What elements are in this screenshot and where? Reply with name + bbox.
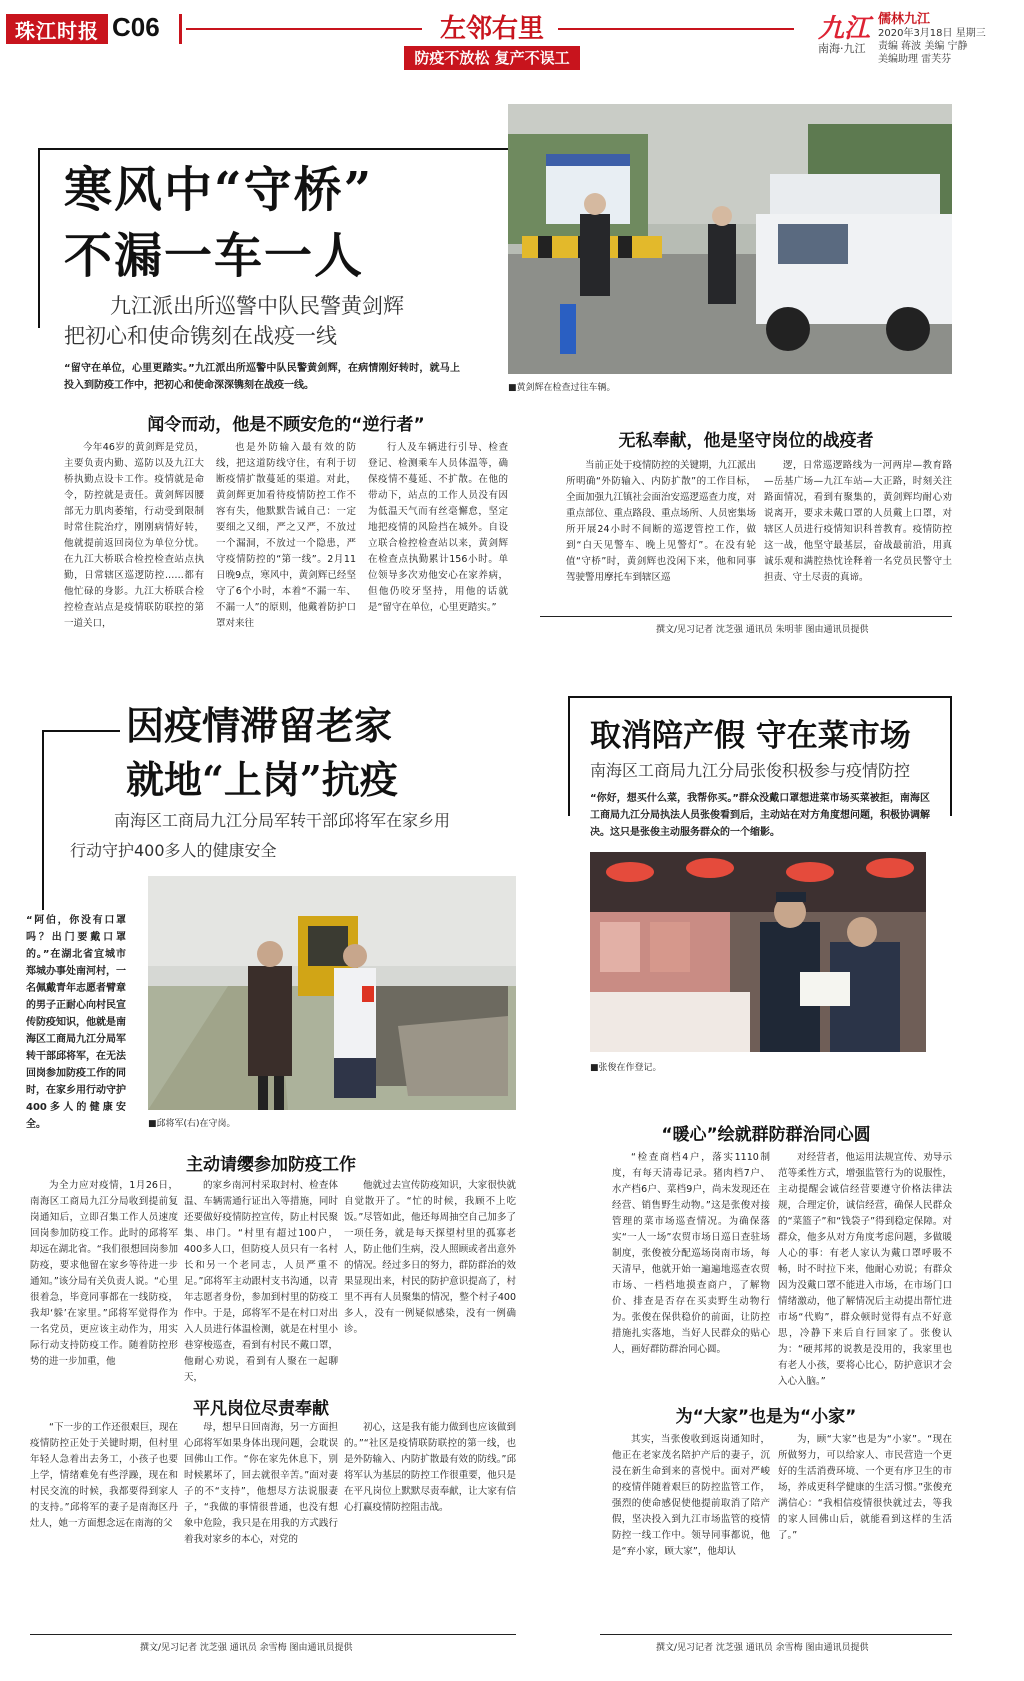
story3-section-heading-b: 为“大家”也是为“小家”	[675, 1407, 857, 1427]
story1-section-heading-a: 闻令而动，他是不顾安危的“逆行者”	[147, 415, 425, 435]
story2-photo	[148, 876, 516, 1110]
story3-lead: “你好，想买什么菜，我帮你买。”群众没戴口罩想进菜市场买菜被拒，南海区工商局九江分局执法人员张俊看到后，主动站在对方角度想问题，积极协调解决。这只是张俊主动服务群众的一个缩影。	[590, 793, 930, 838]
story3-frame-top	[568, 696, 952, 698]
story2-side-lead: “阿伯，你没有口罩吗？出门要戴口罩的。”在湖北省宜城市郑城办事处南河村，一名佩戴青年志愿者臂章的男子正耐心向村民宣传防疫知识，他就是南海区工商局九江分局军转干部邱将军，在无法回岗参加防疫工作的同时，在家乡用行动守护400多人的健康安全。	[26, 915, 126, 1130]
story2-title-line1: 因疫情滞留老家	[126, 703, 393, 748]
story3-title: 取消陪产假 守在菜市场	[590, 718, 911, 754]
story3-column-1: “检查商档4户，落实1110制度，有每天清毒记录。猪肉档7户、水产档6户、菜档9户，尚未发现还在经营、销售野生动物。”这是张俊对接管理的菜市场巡查情况。为确保落实“一人一场”农贸市场日巡日查驻场制度，张俊被分配巡场岗南市场，每天清早，他就开始一遍遍地巡查农贸市场、一档档地摸查商户，了解物价、排查是否存在买卖野生动物行为。张俊在保供稳价的前面，让防控措施扎实落地，当好人民群众的贴心人，画好群防群治同心圆。	[612, 1152, 770, 1355]
story3-column-3: 其实，当张俊收到返岗通知时，他正在老家茂名陪护产后的妻子，沉浸在新生命到来的喜悦中。面对严峻的疫情伴随着艰巨的防控监管工作，强烈的使命感促使他提前取消了陪产假，坚决投入到九江市场监管的疫情防控一线工作中。领导同事都说，他是“弃小家，顾大家”，他却认	[612, 1434, 770, 1557]
story2-column-6: 初心，这是我有能力做到也应该做到的。”“社区是疫情联防联控的第一线，也是外防输入、内防扩散最有效的防线。”邱将军认为基层的防控工作很重要，他只是在平凡岗位上默默尽责奉献，让大家有信心打赢疫情防控阻击战。	[344, 1422, 516, 1513]
market-inspection-image	[590, 852, 926, 1052]
story1-column-1: 今年46岁的黄剑辉是党员，主要负责内勤、巡防以及九江大桥执勤点设卡工作。疫情就是命令，防控就是责任。黄剑辉因腰部无力肌肉萎缩，行动受到限制时常住院治疗，刚刚病情好转，他就提前返回岗位为单位分忧。在九江大桥联合检控检查站点执勤，日常辖区巡逻防控……都有他忙碌的身影。九江大桥联合检控检查站点是疫情联防联控的第一道关口，	[64, 442, 204, 629]
story2-credit-rule	[30, 1634, 516, 1635]
story1-credit-rule	[540, 616, 952, 617]
section-slogan: 防疫不放松 复产不误工	[404, 46, 580, 70]
story1-photo	[508, 104, 952, 374]
story3-photo	[590, 852, 926, 1052]
story2-photo-caption: ■邱将军(右)在守岗。	[148, 1119, 236, 1129]
newspaper-logo: 珠江时报	[6, 14, 108, 44]
story2-section-heading-a: 主动请缨参加防疫工作	[186, 1155, 356, 1175]
story1-column-2: 也是外防输入最有效的防线，把这道防线守住，有利于切断疫情扩散蔓延的渠道。对此，黄剑辉更加看待疫情防控工作不容有失，他默默告诫自己：一定要细之又细，严之又严，不放过一个漏洞，不放过一个隐患，严守疫情防控的“第一线”。2月11日晚9点，寒风中，黄剑辉已经坚守了6个小时，本着“不漏一车、不漏一人”的原则，他戴着防护口罩对来往	[216, 442, 356, 629]
story3-frame-left	[568, 696, 570, 816]
story1-title-line2: 不漏一车一人	[64, 228, 365, 284]
story1-title-line1: 寒风中“守桥”	[64, 162, 374, 218]
story2-column-5: 母，想早日回南海，另一方面担心邱将军如果身体出现问题，会耽误回佛山工作。“你在家先休息下，别时候累坏了，回去就很辛苦。”面对妻子的不“支持”，他想尽方法说服妻子，“我做的事情很普通，也没有想象中危险，我只是在用我的方式践行着我对家乡的本心，对党的	[184, 1422, 338, 1545]
story3-column-4: 为，顾“大家”也是为“小家”。“现在所做努力，可以给家人、市民营造一个更好的生活消费环境、一个更有序卫生的市场，养成更科学健康的生活习惯。”张俊充满信心：“我相信疫情很快就过去，等我的家人回佛山后，就能看到这样的生活了。”	[778, 1434, 952, 1541]
story3-subtitle: 南海区工商局九江分局张俊积极参与疫情防控	[590, 761, 911, 780]
brand-name: 儒林九江	[878, 12, 931, 27]
story2-column-3: 他就过去宣传防疫知识，大家很快就自觉散开了。“忙的时候，我顾不上吃饭。”尽管如此，他还每周抽空自己加多了一项任务，就是每天探望村里的孤寡老人，防止他们生病，没人照顾或者出意外的情况。经过多日的努力，群防群治的效果显现出来，村民的防护意识提高了，村里不再有人员聚集的情况，整个村子400多人，没有一例疑似感染，没有一例确诊。	[344, 1180, 516, 1335]
story1-photo-caption: ■黄剑辉在检查过往车辆。	[508, 383, 616, 393]
masthead-divider	[179, 14, 182, 44]
masthead-rule-left	[186, 28, 422, 30]
story1-subtitle-line1: 九江派出所巡警中队民警黄剑辉	[110, 294, 404, 318]
staff-line-1: 责编 蒋波 美编 宁静	[878, 41, 968, 52]
story2-column-4: “下一步的工作还很艰巨，现在疫情防控正处于关键时期，但村里年轻人急着出去务工，小孩子也要上学，情绪难免有些浮躁，现在和村民交流的时候，我都要得到家人的支持。”邱将军的妻子是南海区丹灶人，她一方面想念远在南海的父	[30, 1422, 178, 1529]
story1-lead: “留守在单位，心里更踏实。”九江派出所巡警中队民警黄剑辉，在病情刚好转时，就马上投入到防疫工作中，把初心和使命深深镌刻在战疫一线。	[64, 363, 460, 391]
story2-title-line2: 就地“上岗”抗疫	[126, 757, 398, 802]
story3-photo-caption: ■张俊在作登记。	[590, 1063, 662, 1073]
story2-section-heading-b: 平凡岗位尽责奉献	[193, 1399, 329, 1419]
story1-subtitle-line2: 把初心和使命镌刻在战疫一线	[64, 324, 337, 348]
story2-subtitle-line2: 行动守护400多人的健康安全	[70, 841, 277, 860]
story3-credit: 撰文/见习记者 沈芝强 通讯员 余雪梅 图由通讯员提供	[656, 1643, 869, 1653]
story1-column-3: 行人及车辆进行引导、检查登记、检测乘车人员体温等，确保疫情不蔓延、不扩散。在他的带动下，站点的工作人员没有因为低温天气而有丝毫懈怠，坚定地把疫情的风险挡在城外。自设立联合检控检查站以来，黄剑辉在检查点执勤累计156小时。单位领导多次劝他安心在家养病，但他仍咬牙坚持，用他的话就是“留守在单位，心里更踏实。”	[368, 442, 508, 613]
staff-line-2: 美编助理 雷芙芬	[878, 54, 952, 65]
story3-frame-right	[950, 696, 952, 816]
story2-frame	[42, 730, 120, 910]
police-checkpoint-image	[508, 104, 952, 374]
masthead-rule-right	[558, 28, 794, 30]
story2-credit: 撰文/见习记者 沈芝强 通讯员 余雪梅 图由通讯员提供	[140, 1643, 353, 1653]
story2-column-1: 为全力应对疫情，1月26日，南海区工商局九江分局收到提前复岗通知后，立即召集工作人员速度回岗参加防疫工作。此时的邱将军却远在湖北省。“我们很想回岗参加防疫，要求他留在家乡等待进一步通知。”该分局有关负责人说。“心里很着急，毕竟同事都在一线防疫，我却‘躲’在家里。”邱将军觉得作为一名党员，更应该主动作为，用实际行动支持防疫工作。随着防控形势的进一步加重，他	[30, 1180, 178, 1367]
issue-date: 2020年3月18日 星期三	[878, 28, 986, 39]
story1-section-heading-b: 无私奉献，他是坚守岗位的战疫者	[618, 431, 874, 451]
story3-credit-rule	[600, 1634, 952, 1635]
brand-sub: 南海·九江	[818, 42, 866, 55]
section-title: 左邻右里	[439, 14, 544, 44]
page-number: C06	[112, 12, 160, 42]
story1-column-4: 当前正处于疫情防控的关键期，九江派出所明确“外防输入、内防扩散”的工作目标，全面加强九江镇社会面治安巡逻巡查力度，对重点部位、重点路段、重点场所、人员密集场所开展24小时不间断的巡逻管控工作，做到“白天见警车、晚上见警灯”。在没有轮值“守桥”时，黄剑辉也没闲下来，他和同事驾驶警用摩托车到辖区巡	[566, 460, 756, 583]
story3-column-2: 对经营者，他运用法规宣传、劝导示范等柔性方式，增强监管行为的说服性，主动提醒会诚信经营要遵守价格法律法规，合理定价，诚信经营，确保人民群众的“菜篮子”和“钱袋子”得到稳定保障。对群众，他多从对方角度考虑问题，多做暖人心的事：有老人家认为戴口罩呼吸不畅，时不时拉下来，他耐心劝说；有群众因为没戴口罩不能进入市场，在市场门口情绪激动，他了解情况后主动提出帮忙进市场“代购”，群众顿时觉得有点不好意思，冷静下来后自行回家了。张俊认为：“硬邦邦的说教是没用的，我家里也有老人小孩，要将心比心，防护意识才会入心入脑。”	[778, 1152, 952, 1387]
volunteers-field-image	[148, 876, 516, 1110]
story2-column-2: 的家乡南河村采取封村、检查体温、车辆需通行证出入等措施，同时还要做好疫情防控宣传，防止村民聚集、串门。“村里有超过100户，400多人口，但防疫人员只有一名村长和另一个老同志，人员严重不足。”邱将军主动跟村支书沟通，以青年志愿者身份，参加到村里的防疫工作中。于是，邱将军不是在村口对出入人员进行体温检测，就是在村里小巷穿梭巡查，看到有村民不戴口罩，他耐心劝说，看到有人聚在一起聊天，	[184, 1180, 338, 1383]
brand-logo: 九江	[818, 14, 871, 44]
story3-section-heading-a: “暖心”绘就群防群治同心圆	[661, 1125, 871, 1145]
story1-credit: 撰文/见习记者 沈芝强 通讯员 朱明菲 图由通讯员提供	[656, 625, 869, 635]
story1-column-5: 逻，日常巡逻路线为一河两岸—教育路—岳基广场—九江车站—大正路，时刻关注路面情况，看到有聚集的，黄剑辉均耐心劝说离开，要求未戴口罩的人员戴上口罩，对辖区人员进行疫情知识科普教育。疫情防控这一战，他坚守最基层，奋战最前沿，用真诚乐观和满腔热忱诠释着一名党员民警守土担责、守土尽责的真谛。	[764, 460, 952, 583]
story2-subtitle-line1: 南海区工商局九江分局军转干部邱将军在家乡用	[114, 811, 451, 830]
